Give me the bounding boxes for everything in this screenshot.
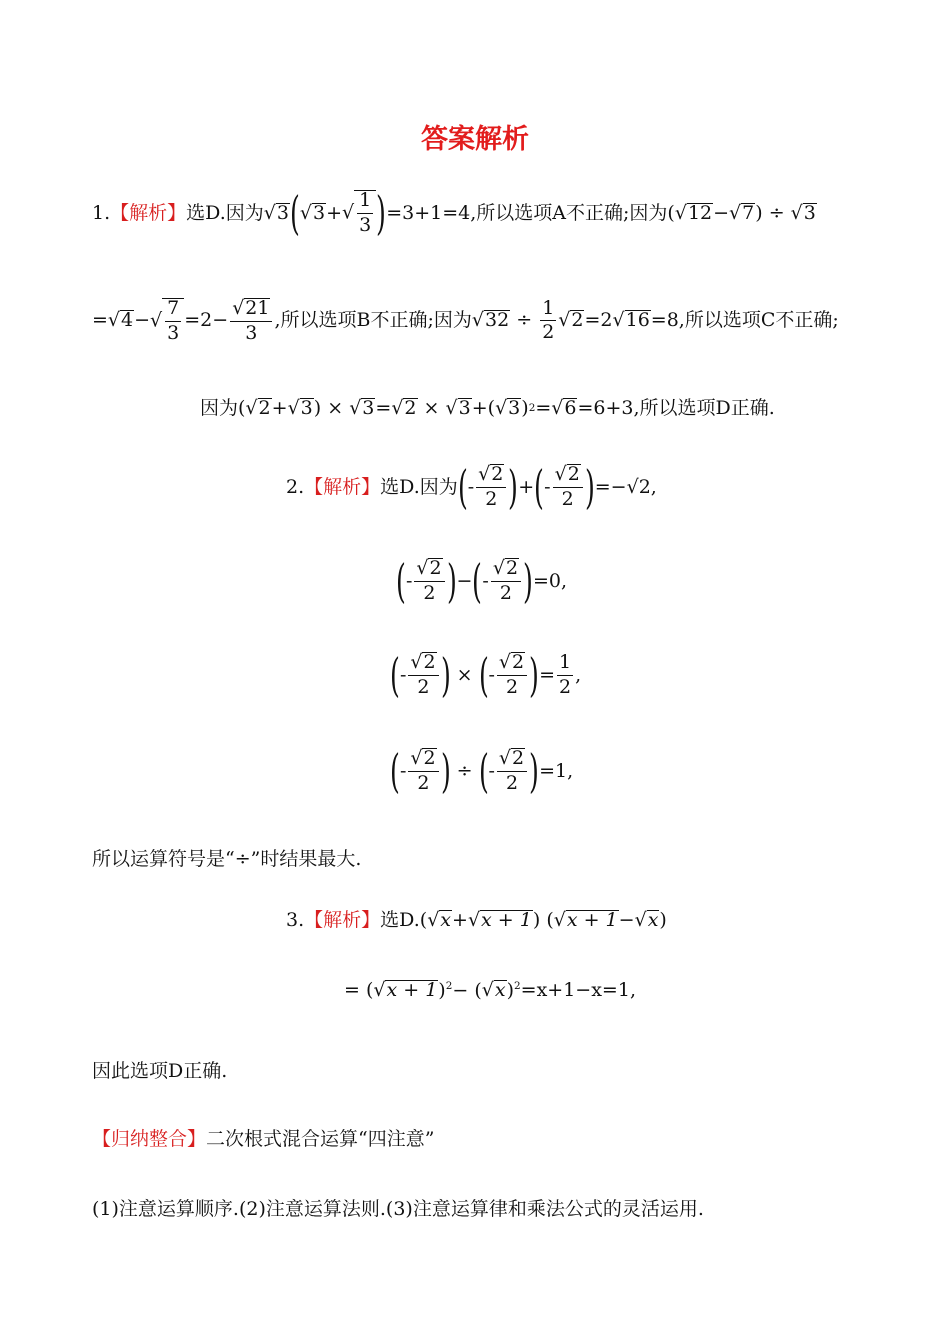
q1-line-3: 因为 ( √2 + √3 ) × √3 = √2 × √3 +( √3 ) 2 = √6 =6+3,所以选项D正确. bbox=[200, 396, 775, 419]
q3-tag: 【解析】 bbox=[304, 908, 381, 931]
q1-line-2: = √4 − √ $\frac{7}{3}$ =2− $\frac{√21}{3}$ ,所以选项B不正确;因为 √32 ÷ $\frac{1}{2}$ √2 =2 √16 =8,所以选项C不正确; bbox=[92, 296, 839, 344]
q1-line3-text-b: =6+3,所以选项D正确. bbox=[577, 396, 775, 419]
summary-tag: 【归纳整合】 bbox=[92, 1128, 207, 1150]
summary-heading-line bbox=[92, 1130, 434, 1149]
q1-line3-text-a: 因为 bbox=[200, 396, 239, 419]
q3-line-2: = ( √x + 1 )$^2$− ( √x )$^2$ =x+1−x=1, bbox=[344, 978, 636, 1002]
q3-line-1: 3. 【解析】 选D. ( √x + √x + 1 ) ( √x + 1 − √x ) bbox=[286, 908, 667, 931]
q2-res4: =1, bbox=[539, 759, 574, 782]
q2-conclusion: 所以运算符号是“÷”时结果最大. bbox=[92, 848, 362, 870]
q2-line-4: ( - $\frac{√2}{2}$ ) ÷ ( - $\frac{√2}{2}$ ) =1, bbox=[390, 744, 574, 798]
q3-res: =x+1−x=1, bbox=[520, 978, 636, 1001]
q1-number: 1. bbox=[92, 201, 111, 224]
q3-intro: 选D. bbox=[380, 908, 420, 931]
q2-line-1: 2. 【解析】 选D.因为 ( - $\frac{√2}{2}$ ) + ( - $\frac{√2}{2}$ ) =− √ 2, bbox=[286, 460, 657, 514]
q2-intro: 选D.因为 bbox=[380, 475, 458, 498]
q3-number: 3. bbox=[286, 908, 305, 931]
q2-res3: = bbox=[539, 663, 555, 686]
q1-line1-result: =3+1=4,所以选项A不正确;因为 bbox=[386, 201, 668, 224]
q2-res1: =− bbox=[594, 475, 627, 498]
q1-text-a: 选D.因为 bbox=[186, 201, 264, 224]
q2-res2: =0, bbox=[532, 569, 568, 592]
summary-heading: 二次根式混合运算“四注意” bbox=[206, 1128, 435, 1150]
q2-tag: 【解析】 bbox=[304, 475, 381, 498]
q2-res3-end: , bbox=[575, 663, 582, 686]
q2-line-3: ( - $\frac{√2}{2}$ ) × ( - $\frac{√2}{2}$ ) = $\frac{1}{2}$ , bbox=[390, 648, 582, 702]
q2-line-2: ( - $\frac{√2}{2}$ ) − ( - $\frac{√2}{2}$ ) =0, bbox=[396, 554, 568, 608]
summary-body: (1)注意运算顺序.(2)注意运算法则.(3)注意运算律和乘法公式的灵活运用. bbox=[92, 1198, 704, 1220]
q1-line-1: 1. 【解析】 选D.因为 √3 ( √3 + √ $\frac{1}{3}$ ) =3+1=4,所以选项A不正确;因为 ( √12 − √7 ) ÷ √3 bbox=[92, 186, 816, 240]
q1-line2-text-a: ,所以选项B不正确;因为 bbox=[274, 309, 472, 332]
q1-line2-text-c: =8,所以选项C不正确; bbox=[650, 309, 839, 332]
q1-tag: 【解析】 bbox=[110, 201, 187, 224]
q2-res1-end: 2, bbox=[638, 475, 657, 498]
q2-number: 2. bbox=[286, 475, 305, 498]
q1-line2-text-b: =2 bbox=[584, 309, 613, 332]
page-title: 答案解析 bbox=[421, 124, 529, 155]
q3-conclusion: 因此选项D正确. bbox=[92, 1060, 228, 1082]
